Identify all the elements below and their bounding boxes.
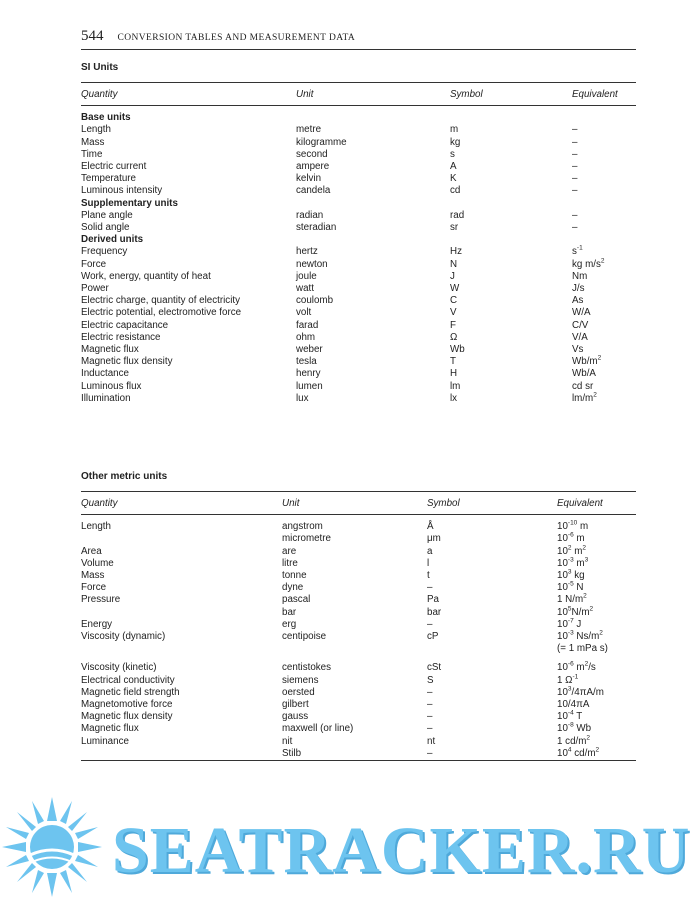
table-row bbox=[81, 173, 636, 185]
quantity-cell: Time bbox=[81, 148, 103, 160]
equivalent-cell: As bbox=[572, 295, 584, 307]
symbol-cell: a bbox=[427, 545, 433, 557]
quantity-cell: Power bbox=[81, 283, 109, 295]
symbol-cell: μm bbox=[427, 533, 441, 545]
symbol-cell: N bbox=[450, 258, 458, 270]
table-row bbox=[81, 515, 636, 534]
equivalent-cell: (= 1 mPa s) bbox=[557, 643, 608, 655]
equivalent-cell: – bbox=[572, 124, 578, 136]
si-units-title: SI Units bbox=[81, 62, 119, 73]
table-row bbox=[81, 149, 636, 161]
col-quantity: Quantity bbox=[81, 492, 282, 515]
symbol-cell: W bbox=[450, 283, 460, 295]
metric-header-row bbox=[81, 492, 636, 515]
group-title: Supplementary units bbox=[81, 197, 178, 209]
symbol-cell: – bbox=[427, 747, 433, 759]
unit-cell: nit bbox=[282, 735, 293, 747]
si-header-row bbox=[81, 83, 636, 106]
equivalent-cell: $10^3/4\pi A/m$ bbox=[557, 685, 604, 698]
symbol-cell: A bbox=[450, 161, 457, 173]
table-row bbox=[81, 748, 636, 761]
unit-cell: gilbert bbox=[282, 699, 309, 711]
quantity-cell: Electrical conductivity bbox=[81, 674, 175, 686]
quantity-cell: Length bbox=[81, 124, 111, 136]
symbol-cell: lx bbox=[450, 392, 458, 404]
group-header bbox=[81, 234, 636, 246]
unit-cell: newton bbox=[296, 258, 328, 270]
equivalent-cell: V/A bbox=[572, 331, 588, 343]
equivalent-cell: – bbox=[572, 136, 578, 148]
table-row bbox=[81, 655, 636, 674]
unit-cell: lumen bbox=[296, 380, 323, 392]
quantity-cell: Magnetic flux bbox=[81, 723, 139, 735]
symbol-cell: kg bbox=[450, 136, 461, 148]
quantity-cell: Electric capacitance bbox=[81, 319, 169, 331]
equivalent-cell: $10^{-6}$ m bbox=[557, 532, 585, 545]
unit-cell: are bbox=[282, 545, 297, 557]
watermark-text: SEATRACKER.RU bbox=[112, 814, 691, 887]
quantity-cell bbox=[81, 533, 282, 545]
symbol-cell: – bbox=[427, 618, 433, 630]
quantity-cell: Magnetic field strength bbox=[81, 686, 180, 698]
sun-logo-icon bbox=[0, 795, 110, 901]
unit-cell: volt bbox=[296, 307, 312, 319]
symbol-cell: S bbox=[427, 674, 434, 686]
unit-cell: tonne bbox=[282, 570, 307, 582]
equivalent-cell: W/A bbox=[572, 307, 591, 319]
symbol-cell: C bbox=[450, 295, 458, 307]
equivalent-cell: 10/4πA bbox=[557, 699, 590, 711]
unit-cell: hertz bbox=[296, 246, 318, 258]
unit-cell: oersted bbox=[282, 686, 315, 698]
equivalent-cell: $10^{-6}$ $m^2/s$ bbox=[557, 661, 596, 674]
col-unit: Unit bbox=[282, 492, 427, 515]
equivalent-cell: – bbox=[572, 148, 578, 160]
unit-cell: centipoise bbox=[282, 631, 327, 643]
symbol-cell: t bbox=[427, 570, 430, 582]
unit-cell: tesla bbox=[296, 356, 317, 368]
metric-units-table bbox=[81, 491, 636, 761]
si-units-table bbox=[81, 82, 636, 405]
col-symbol: Symbol bbox=[450, 83, 572, 106]
symbol-cell: rad bbox=[450, 209, 465, 221]
quantity-cell: Volume bbox=[81, 557, 114, 569]
table-row bbox=[81, 619, 636, 631]
symbol-cell: cP bbox=[427, 631, 439, 643]
col-quantity: Quantity bbox=[81, 83, 296, 106]
table-row bbox=[81, 723, 636, 735]
equivalent-cell: 1 $cd/m^2$ bbox=[557, 734, 591, 747]
watermark bbox=[0, 795, 700, 901]
equivalent-cell: $10^{-8}$ Wb bbox=[557, 722, 592, 735]
equivalent-cell: $10^{-5}$ N bbox=[557, 580, 584, 594]
table-row bbox=[81, 687, 636, 699]
equivalent-cell: $lm/m^2$ bbox=[572, 391, 597, 404]
symbol-cell: s bbox=[450, 148, 455, 160]
table-row bbox=[81, 283, 636, 295]
unit-cell: gauss bbox=[282, 711, 309, 723]
table-row bbox=[81, 259, 636, 271]
page-number: 544 bbox=[81, 28, 104, 44]
unit-cell: second bbox=[296, 148, 328, 160]
unit-cell: steradian bbox=[296, 222, 337, 234]
quantity-cell: Illumination bbox=[81, 392, 131, 404]
symbol-cell: H bbox=[450, 368, 458, 380]
symbol-cell: V bbox=[450, 307, 457, 319]
unit-cell: radian bbox=[296, 209, 324, 221]
equivalent-cell: C/V bbox=[572, 319, 589, 331]
symbol-cell: l bbox=[427, 557, 430, 569]
symbol-cell: bar bbox=[427, 606, 442, 618]
group-title: Derived units bbox=[81, 234, 144, 246]
unit-cell: angstrom bbox=[282, 521, 323, 533]
equivalent-cell: $10^4$ $cd/m^2$ bbox=[557, 746, 600, 759]
equivalent-cell: $10^{-4}$ T bbox=[557, 709, 583, 723]
symbol-cell: – bbox=[427, 723, 433, 735]
unit-cell: bar bbox=[282, 606, 297, 618]
equivalent-cell: 1 $\Omega^{-1}$ bbox=[557, 673, 579, 686]
symbol-cell: Wb bbox=[450, 344, 465, 356]
quantity-cell: Viscosity (dynamic) bbox=[81, 631, 166, 643]
quantity-cell: Electric charge, quantity of electricity bbox=[81, 295, 240, 307]
quantity-cell bbox=[81, 643, 282, 655]
table-row bbox=[81, 570, 636, 582]
quantity-cell: Temperature bbox=[81, 173, 136, 185]
table-row bbox=[81, 631, 636, 643]
unit-cell: ohm bbox=[296, 331, 316, 343]
quantity-cell: Inductance bbox=[81, 368, 129, 380]
unit-cell: litre bbox=[282, 557, 298, 569]
unit-cell: joule bbox=[296, 270, 317, 282]
symbol-cell: sr bbox=[450, 222, 459, 234]
symbol-cell: F bbox=[450, 319, 456, 331]
unit-cell: lux bbox=[296, 392, 309, 404]
running-title: CONVERSION TABLES AND MEASUREMENT DATA bbox=[117, 33, 356, 43]
unit-cell: pascal bbox=[282, 594, 311, 606]
quantity-cell: Mass bbox=[81, 570, 105, 582]
quantity-cell: Solid angle bbox=[81, 222, 130, 234]
unit-cell: kilogramme bbox=[296, 136, 347, 148]
equivalent-cell: – bbox=[572, 185, 578, 197]
table-row bbox=[81, 124, 636, 136]
unit-cell bbox=[282, 643, 427, 655]
unit-cell: weber bbox=[296, 344, 323, 356]
table-row bbox=[81, 295, 636, 307]
symbol-cell: lm bbox=[450, 380, 461, 392]
quantity-cell: Force bbox=[81, 258, 107, 270]
unit-cell: dyne bbox=[282, 582, 304, 594]
equivalent-cell: kg $m/s^2$ bbox=[572, 257, 605, 270]
unit-cell: metre bbox=[296, 124, 322, 136]
table-row bbox=[81, 320, 636, 332]
equivalent-cell: $10^2$ $m^2$ bbox=[557, 544, 587, 557]
unit-cell: erg bbox=[282, 618, 297, 630]
quantity-cell: Area bbox=[81, 545, 102, 557]
unit-cell: micrometre bbox=[282, 533, 331, 545]
col-equivalent: Equivalent bbox=[572, 83, 636, 106]
table-row bbox=[81, 736, 636, 748]
symbol-cell: cSt bbox=[427, 662, 442, 674]
table-row bbox=[81, 161, 636, 173]
table-row bbox=[81, 675, 636, 687]
unit-cell: ampere bbox=[296, 161, 330, 173]
table-row bbox=[81, 344, 636, 356]
equivalent-cell: Wb/A bbox=[572, 368, 596, 380]
group-header bbox=[81, 198, 636, 210]
symbol-cell: Pa bbox=[427, 594, 439, 606]
equivalent-cell: $s^{-1}$ bbox=[572, 245, 583, 258]
quantity-cell: Luminous intensity bbox=[81, 185, 163, 197]
table-row bbox=[81, 210, 636, 222]
symbol-cell: nt bbox=[427, 735, 436, 747]
equivalent-cell: $10^5N/m^2$ bbox=[557, 605, 594, 618]
table-row bbox=[81, 332, 636, 344]
unit-cell: maxwell (or line) bbox=[282, 723, 354, 735]
unit-cell: Stilb bbox=[282, 747, 302, 759]
table-row bbox=[81, 222, 636, 234]
equivalent-cell: $Wb/m^2$ bbox=[572, 355, 602, 368]
equivalent-cell: J/s bbox=[572, 283, 585, 295]
unit-cell: kelvin bbox=[296, 173, 322, 185]
table-row bbox=[81, 271, 636, 283]
quantity-cell: Luminance bbox=[81, 735, 129, 747]
quantity-cell: Work, energy, quantity of heat bbox=[81, 270, 211, 282]
symbol-cell: m bbox=[450, 124, 459, 136]
table-row bbox=[81, 594, 636, 606]
symbol-cell: – bbox=[427, 711, 433, 723]
group-header bbox=[81, 106, 636, 125]
group-title: Base units bbox=[81, 112, 131, 124]
equivalent-cell: Nm bbox=[572, 270, 588, 282]
table-row bbox=[81, 607, 636, 619]
symbol-cell: J bbox=[450, 270, 455, 282]
quantity-cell: Electric resistance bbox=[81, 331, 161, 343]
quantity-cell: Magnetic flux bbox=[81, 344, 139, 356]
unit-cell: centistokes bbox=[282, 662, 332, 674]
table-row bbox=[81, 643, 636, 655]
table-row bbox=[81, 699, 636, 711]
symbol-cell: T bbox=[450, 356, 456, 368]
quantity-cell bbox=[81, 607, 282, 619]
table-row bbox=[81, 246, 636, 258]
quantity-cell: Magnetic flux density bbox=[81, 356, 173, 368]
symbol-cell: – bbox=[427, 582, 433, 594]
symbol-cell: cd bbox=[450, 185, 461, 197]
table-row bbox=[81, 582, 636, 594]
symbol-cell: – bbox=[427, 686, 433, 698]
equivalent-cell: cd sr bbox=[572, 380, 594, 392]
metric-units-title: Other metric units bbox=[81, 471, 168, 482]
quantity-cell bbox=[81, 748, 282, 761]
quantity-cell: Magnetomotive force bbox=[81, 699, 173, 711]
running-head bbox=[81, 27, 636, 50]
col-equivalent: Equivalent bbox=[557, 492, 636, 515]
quantity-cell: Electric current bbox=[81, 161, 147, 173]
equivalent-cell: $10^{-3}$ $m^3$ bbox=[557, 556, 589, 569]
table-row bbox=[81, 356, 636, 368]
table-row bbox=[81, 546, 636, 558]
symbol-cell: K bbox=[450, 173, 457, 185]
unit-cell: candela bbox=[296, 185, 331, 197]
unit-cell: watt bbox=[296, 283, 314, 295]
quantity-cell: Energy bbox=[81, 618, 113, 630]
table-row bbox=[81, 137, 636, 149]
table-row bbox=[81, 711, 636, 723]
equivalent-cell: $10^{-3}$ $Ns/m^2$ bbox=[557, 629, 603, 643]
equivalent-cell: – bbox=[572, 161, 578, 173]
equivalent-cell: $10^{-7}$ J bbox=[557, 617, 582, 630]
unit-cell: henry bbox=[296, 368, 321, 380]
quantity-cell: Electric potential, electromotive force bbox=[81, 307, 242, 319]
quantity-cell: Luminous flux bbox=[81, 380, 142, 392]
equivalent-cell: 1 $N/m^2$ bbox=[557, 593, 587, 606]
symbol-cell: Ω bbox=[450, 331, 458, 343]
quantity-cell: Length bbox=[81, 521, 111, 533]
table-row bbox=[81, 307, 636, 319]
unit-cell: farad bbox=[296, 319, 319, 331]
table-row bbox=[81, 393, 636, 405]
quantity-cell: Frequency bbox=[81, 246, 128, 258]
symbol-cell: Hz bbox=[450, 246, 462, 258]
symbol-cell: Å bbox=[427, 521, 434, 533]
quantity-cell: Force bbox=[81, 582, 107, 594]
col-symbol: Symbol bbox=[427, 492, 557, 515]
equivalent-cell: $10^3$ kg bbox=[557, 568, 585, 582]
table-row bbox=[81, 185, 636, 197]
table-row bbox=[81, 533, 636, 545]
equivalent-cell: $10^{-10}$ m bbox=[557, 519, 589, 533]
symbol-cell bbox=[427, 643, 557, 655]
unit-cell: coulomb bbox=[296, 295, 334, 307]
table-row bbox=[81, 558, 636, 570]
quantity-cell: Mass bbox=[81, 136, 105, 148]
equivalent-cell: – bbox=[572, 173, 578, 185]
table-row bbox=[81, 368, 636, 380]
unit-cell: siemens bbox=[282, 674, 319, 686]
equivalent-cell: Vs bbox=[572, 344, 584, 356]
table-row bbox=[81, 381, 636, 393]
quantity-cell: Plane angle bbox=[81, 209, 133, 221]
quantity-cell: Pressure bbox=[81, 594, 121, 606]
quantity-cell: Viscosity (kinetic) bbox=[81, 662, 157, 674]
col-unit: Unit bbox=[296, 83, 450, 106]
symbol-cell: – bbox=[427, 699, 433, 711]
equivalent-cell: – bbox=[572, 209, 578, 221]
equivalent-cell: – bbox=[572, 222, 578, 234]
quantity-cell: Magnetic flux density bbox=[81, 711, 173, 723]
